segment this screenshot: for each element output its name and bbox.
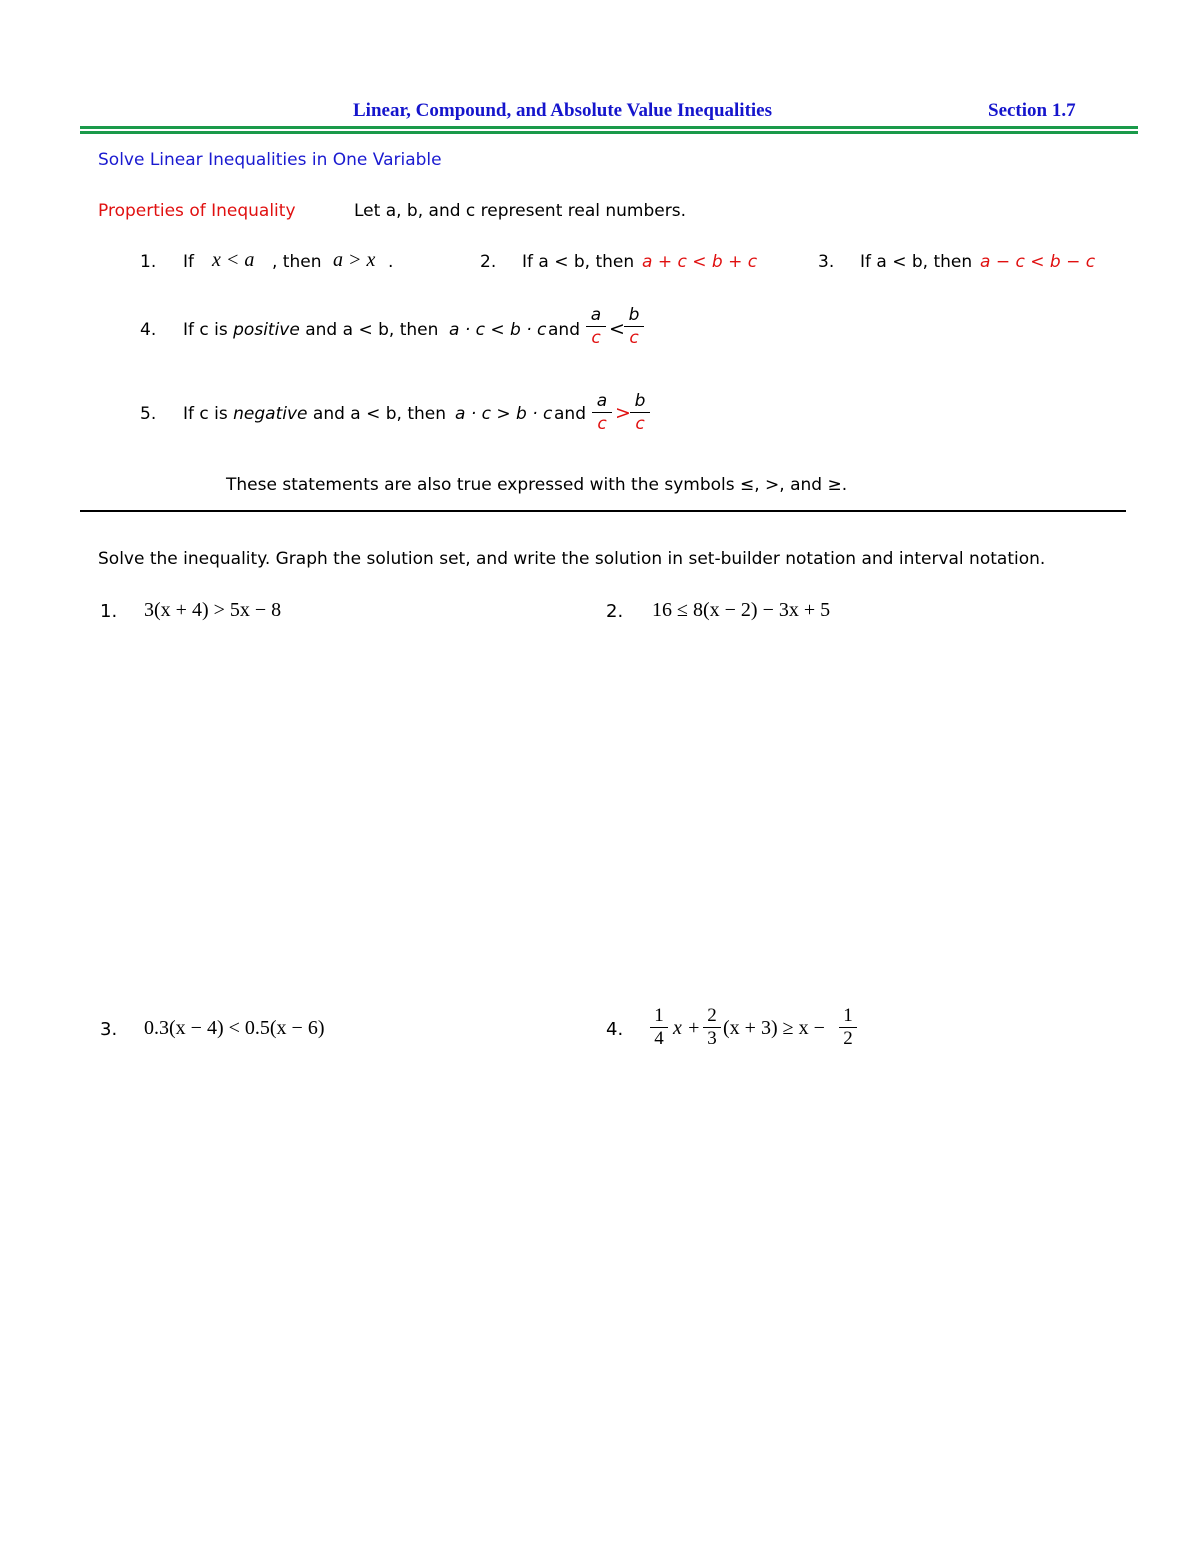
section-heading: Solve Linear Inequalities in One Variable	[98, 150, 442, 170]
property-5-relation: >	[615, 402, 631, 424]
property-2-expression: a + c < b + c	[642, 252, 758, 272]
property-1-period: .	[388, 252, 394, 272]
property-4-positive: positive	[233, 320, 300, 340]
property-5-text-a: If c is	[183, 404, 228, 424]
problem-4-term-2: (x + 3) ≥ x −	[723, 1017, 825, 1039]
problem-1-number: 1.	[100, 601, 118, 622]
section-divider	[80, 510, 1126, 512]
property-3-text: If a < b, then	[860, 252, 973, 272]
property-1-number: 1.	[140, 252, 157, 272]
section-number: Section 1.7	[988, 100, 1076, 121]
problem-4-fraction-1: 1 4	[650, 1005, 668, 1050]
property-5-fraction-a: a c	[592, 390, 612, 435]
page-title: Linear, Compound, and Absolute Value Inequalities	[353, 100, 773, 121]
property-5-number: 5.	[140, 404, 157, 424]
property-4-text	[183, 320, 438, 340]
properties-label: Properties of Inequality	[98, 201, 296, 221]
property-4-expression: a · c < b · c	[449, 320, 547, 340]
property-2-text: If a < b, then	[522, 252, 635, 272]
property-5-negative: negative	[233, 404, 308, 424]
problem-4-fraction-2: 2 3	[703, 1005, 721, 1050]
problem-2-number: 2.	[606, 601, 624, 622]
property-4-text-b: and a < b, then	[305, 320, 439, 340]
problem-3-number: 3.	[100, 1019, 118, 1040]
property-4-number: 4.	[140, 320, 157, 340]
property-5-fraction-b: b c	[630, 390, 650, 435]
instructions: Solve the inequality. Graph the solution set, and write the solution in set-builder notation and interval notation.	[98, 549, 1046, 569]
property-4-and: and	[548, 320, 580, 340]
property-5-text-b: and a < b, then	[312, 404, 447, 424]
property-1-if: If	[183, 252, 194, 272]
problem-2-expression: 16 ≤ 8(x − 2) − 3x + 5	[652, 599, 831, 621]
property-5-and: and	[554, 404, 586, 424]
property-3-expression: a − c < b − c	[980, 252, 1096, 272]
problem-4-fraction-3: 1 2	[839, 1005, 857, 1050]
property-4-fraction-b: b c	[624, 304, 644, 349]
property-1-conclusion: a > x	[333, 249, 376, 271]
property-1-inequality: x < a	[212, 249, 255, 271]
header-rule-top	[80, 126, 1138, 129]
properties-note: These statements are also true expressed with the symbols ≤, >, and ≥.	[226, 475, 848, 495]
property-4-relation: <	[609, 318, 625, 340]
problem-1-expression: 3(x + 4) > 5x − 8	[144, 599, 282, 621]
property-5-text	[183, 404, 446, 424]
property-3-number: 3.	[818, 252, 835, 272]
property-4-fraction-a: a c	[586, 304, 606, 349]
property-4-text-a: If c is	[183, 320, 228, 340]
property-2-number: 2.	[480, 252, 497, 272]
problem-4-term-1: x +	[673, 1017, 701, 1039]
problem-4-number: 4.	[606, 1019, 624, 1040]
properties-intro: Let a, b, and c represent real numbers.	[354, 201, 686, 221]
property-1-then: , then	[272, 252, 322, 272]
problem-3-expression: 0.3(x − 4) < 0.5(x − 6)	[144, 1017, 325, 1039]
property-5-expression: a · c > b · c	[455, 404, 553, 424]
header-rule-bottom	[80, 131, 1138, 134]
